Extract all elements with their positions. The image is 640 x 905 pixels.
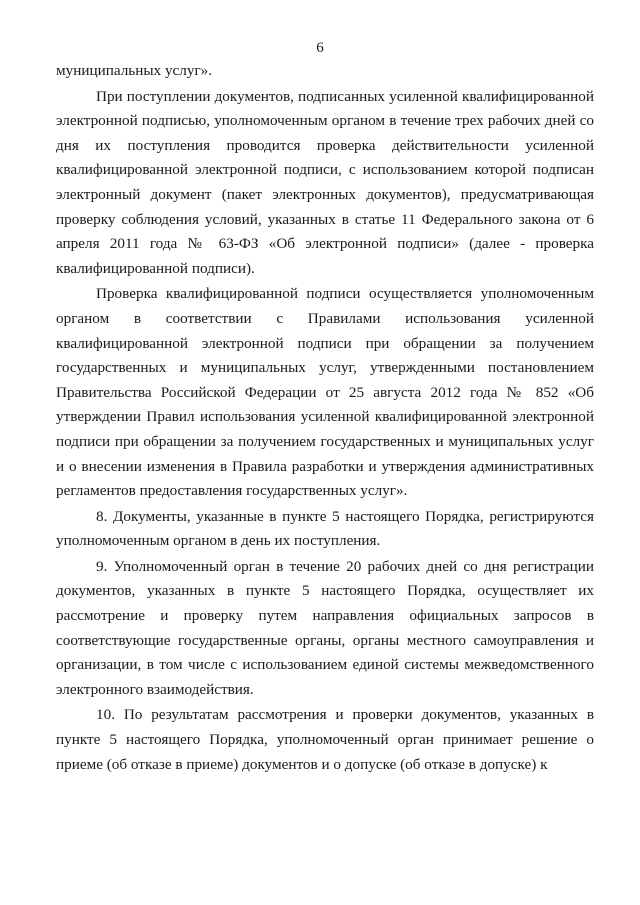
paragraph-signature-verification: При поступлении документов, подписанных усиленной квалифицированной электронной подписью, уполномоченным органом в течение трех рабочих дней со дня их поступления проводится проверка действительности усиленной квалифицированной электронной подписи, с использованием которой подписан электронный документ (пакет электронных документов), предусматривающая проверку соблюдения условий, указанных в статье 11 Федерального закона от 6 апреля 2011 года № 63-ФЗ «Об электронной подписи» (далее - проверка квалифицированной подписи). [56,87,594,277]
document-body [56,59,594,777]
paragraph-item-8: 8. Документы, указанные в пункте 5 настоящего Порядка, регистрируются уполномоченным органом в день их поступления. [56,507,594,550]
paragraph-continuation: муниципальных услуг». [56,62,213,79]
paragraph-item-9: 9. Уполномоченный орган в течение 20 рабочих дней со дня регистрации документов, указанных в пункте 5 настоящего Порядка, осуществляет их рассмотрение и проверку путем направления официальных запросов в соответствующие государственные органы, органы местного самоуправления и организации, в том числе с использованием единой системы межведомственного электронного взаимодействия. [56,557,594,698]
page-number: 6 [316,40,324,56]
paragraph-item-10: 10. По результатам рассмотрения и проверки документов, указанных в пункте 5 настоящего Порядка, уполномоченный орган принимает решение о приеме (об отказе в приеме) документов и о допуске (об отказе в допуске) к [56,706,594,773]
paragraph-verification-rules: Проверка квалифицированной подписи осуществляется уполномоченным органом в соответствии с Правилами использования усиленной квалифицированной электронной подписи при обращении за получением государственных и муниципальных услуг, утвержденными постановлением Правительства Российской Федерации от 25 августа 2012 года № 852 «Об утверждении Правил использования усиленной квалифицированной электронной подписи при обращении за получением государственных и муниципальных услуг и о внесении изменения в Правила разработки и утверждения административных регламентов предоставления государственных услуг». [56,285,594,500]
